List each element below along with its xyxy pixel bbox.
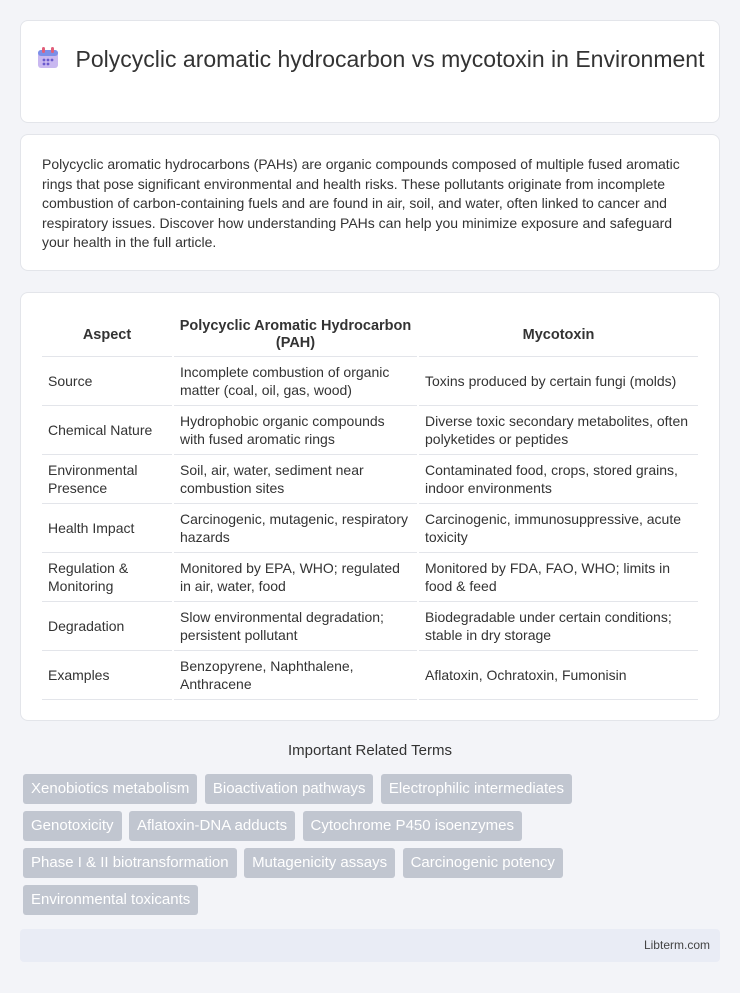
header-mycotoxin: Mycotoxin: [418, 315, 698, 356]
row-mycotoxin-value: Carcinogenic, immunosuppressive, acute toxicity: [418, 503, 698, 552]
related-terms-list: [23, 774, 623, 922]
row-pah-value: Carcinogenic, mutagenic, respiratory hazards: [173, 503, 418, 552]
related-term-tag[interactable]: Phase I & II biotransformation: [23, 848, 237, 878]
table-row: [42, 650, 698, 699]
title-card: [20, 20, 720, 123]
row-aspect: Health Impact: [42, 503, 173, 552]
related-term-tag[interactable]: Cytochrome P450 isoenzymes: [303, 811, 522, 841]
table-row: [42, 552, 698, 601]
row-pah-value: Hydrophobic organic compounds with fused aromatic rings: [173, 405, 418, 454]
row-aspect: Examples: [42, 650, 173, 699]
row-pah-value: Benzopyrene, Naphthalene, Anthracene: [173, 650, 418, 699]
page-title-text: Polycyclic aromatic hydrocarbon vs mycotoxin in Environment: [75, 46, 705, 72]
row-aspect: Environmental Presence: [42, 454, 173, 503]
row-pah-value: Incomplete combustion of organic matter (coal, oil, gas, wood): [173, 356, 418, 405]
row-mycotoxin-value: Aflatoxin, Ochratoxin, Fumonisin: [418, 650, 698, 699]
row-aspect: Source: [42, 356, 173, 405]
row-mycotoxin-value: Contaminated food, crops, stored grains, indoor environments: [418, 454, 698, 503]
row-mycotoxin-value: Toxins produced by certain fungi (molds): [418, 356, 698, 405]
table-row: [42, 601, 698, 650]
row-aspect: Chemical Nature: [42, 405, 173, 454]
page-title: [21, 45, 719, 74]
footer-site-link[interactable]: Libterm.com: [643, 938, 710, 952]
header-pah: Polycyclic Aromatic Hydrocarbon (PAH): [173, 315, 418, 356]
intro-card: [20, 134, 720, 271]
row-mycotoxin-value: Diverse toxic secondary metabolites, often polyketides or peptides: [418, 405, 698, 454]
comparison-table-card: [20, 292, 720, 721]
header-aspect: Aspect: [42, 315, 173, 356]
table-row: [42, 356, 698, 405]
related-term-tag[interactable]: Aflatoxin-DNA adducts: [129, 811, 295, 841]
related-term-tag[interactable]: Environmental toxicants: [23, 885, 198, 915]
related-term-tag[interactable]: Electrophilic intermediates: [381, 774, 572, 804]
row-mycotoxin-value: Monitored by FDA, FAO, WHO; limits in food & feed: [418, 552, 698, 601]
table-row: [42, 454, 698, 503]
row-mycotoxin-value: Biodegradable under certain conditions; stable in dry storage: [418, 601, 698, 650]
table-row: [42, 503, 698, 552]
comparison-table: [42, 315, 698, 700]
related-term-tag[interactable]: Mutagenicity assays: [244, 848, 395, 878]
row-aspect: Regulation & Monitoring: [42, 552, 173, 601]
table-header-row: [42, 315, 698, 356]
row-pah-value: Soil, air, water, sediment near combustion sites: [173, 454, 418, 503]
footer: [20, 929, 720, 962]
related-terms-heading: Important Related Terms: [288, 742, 452, 759]
calendar-icon: [36, 46, 60, 70]
related-term-tag[interactable]: Bioactivation pathways: [205, 774, 374, 804]
row-pah-value: Slow environmental degradation; persistent pollutant: [173, 601, 418, 650]
row-aspect: Degradation: [42, 601, 173, 650]
row-pah-value: Monitored by EPA, WHO; regulated in air, water, food: [173, 552, 418, 601]
intro-paragraph: Polycyclic aromatic hydrocarbons (PAHs) are organic compounds composed of multiple fused aromatic rings that pose significant environmental and health risks. These pollutants originate from incomplete combustion of carbon-containing fuels and are found in air, soil, and water, often linked to cancer and respiratory issues. Discover how understanding PAHs can help you minimize exposure and safeguard your health in the full article.: [42, 156, 680, 251]
related-term-tag[interactable]: Genotoxicity: [23, 811, 122, 841]
table-row: [42, 405, 698, 454]
related-term-tag[interactable]: Xenobiotics metabolism: [23, 774, 197, 804]
related-term-tag[interactable]: Carcinogenic potency: [403, 848, 563, 878]
